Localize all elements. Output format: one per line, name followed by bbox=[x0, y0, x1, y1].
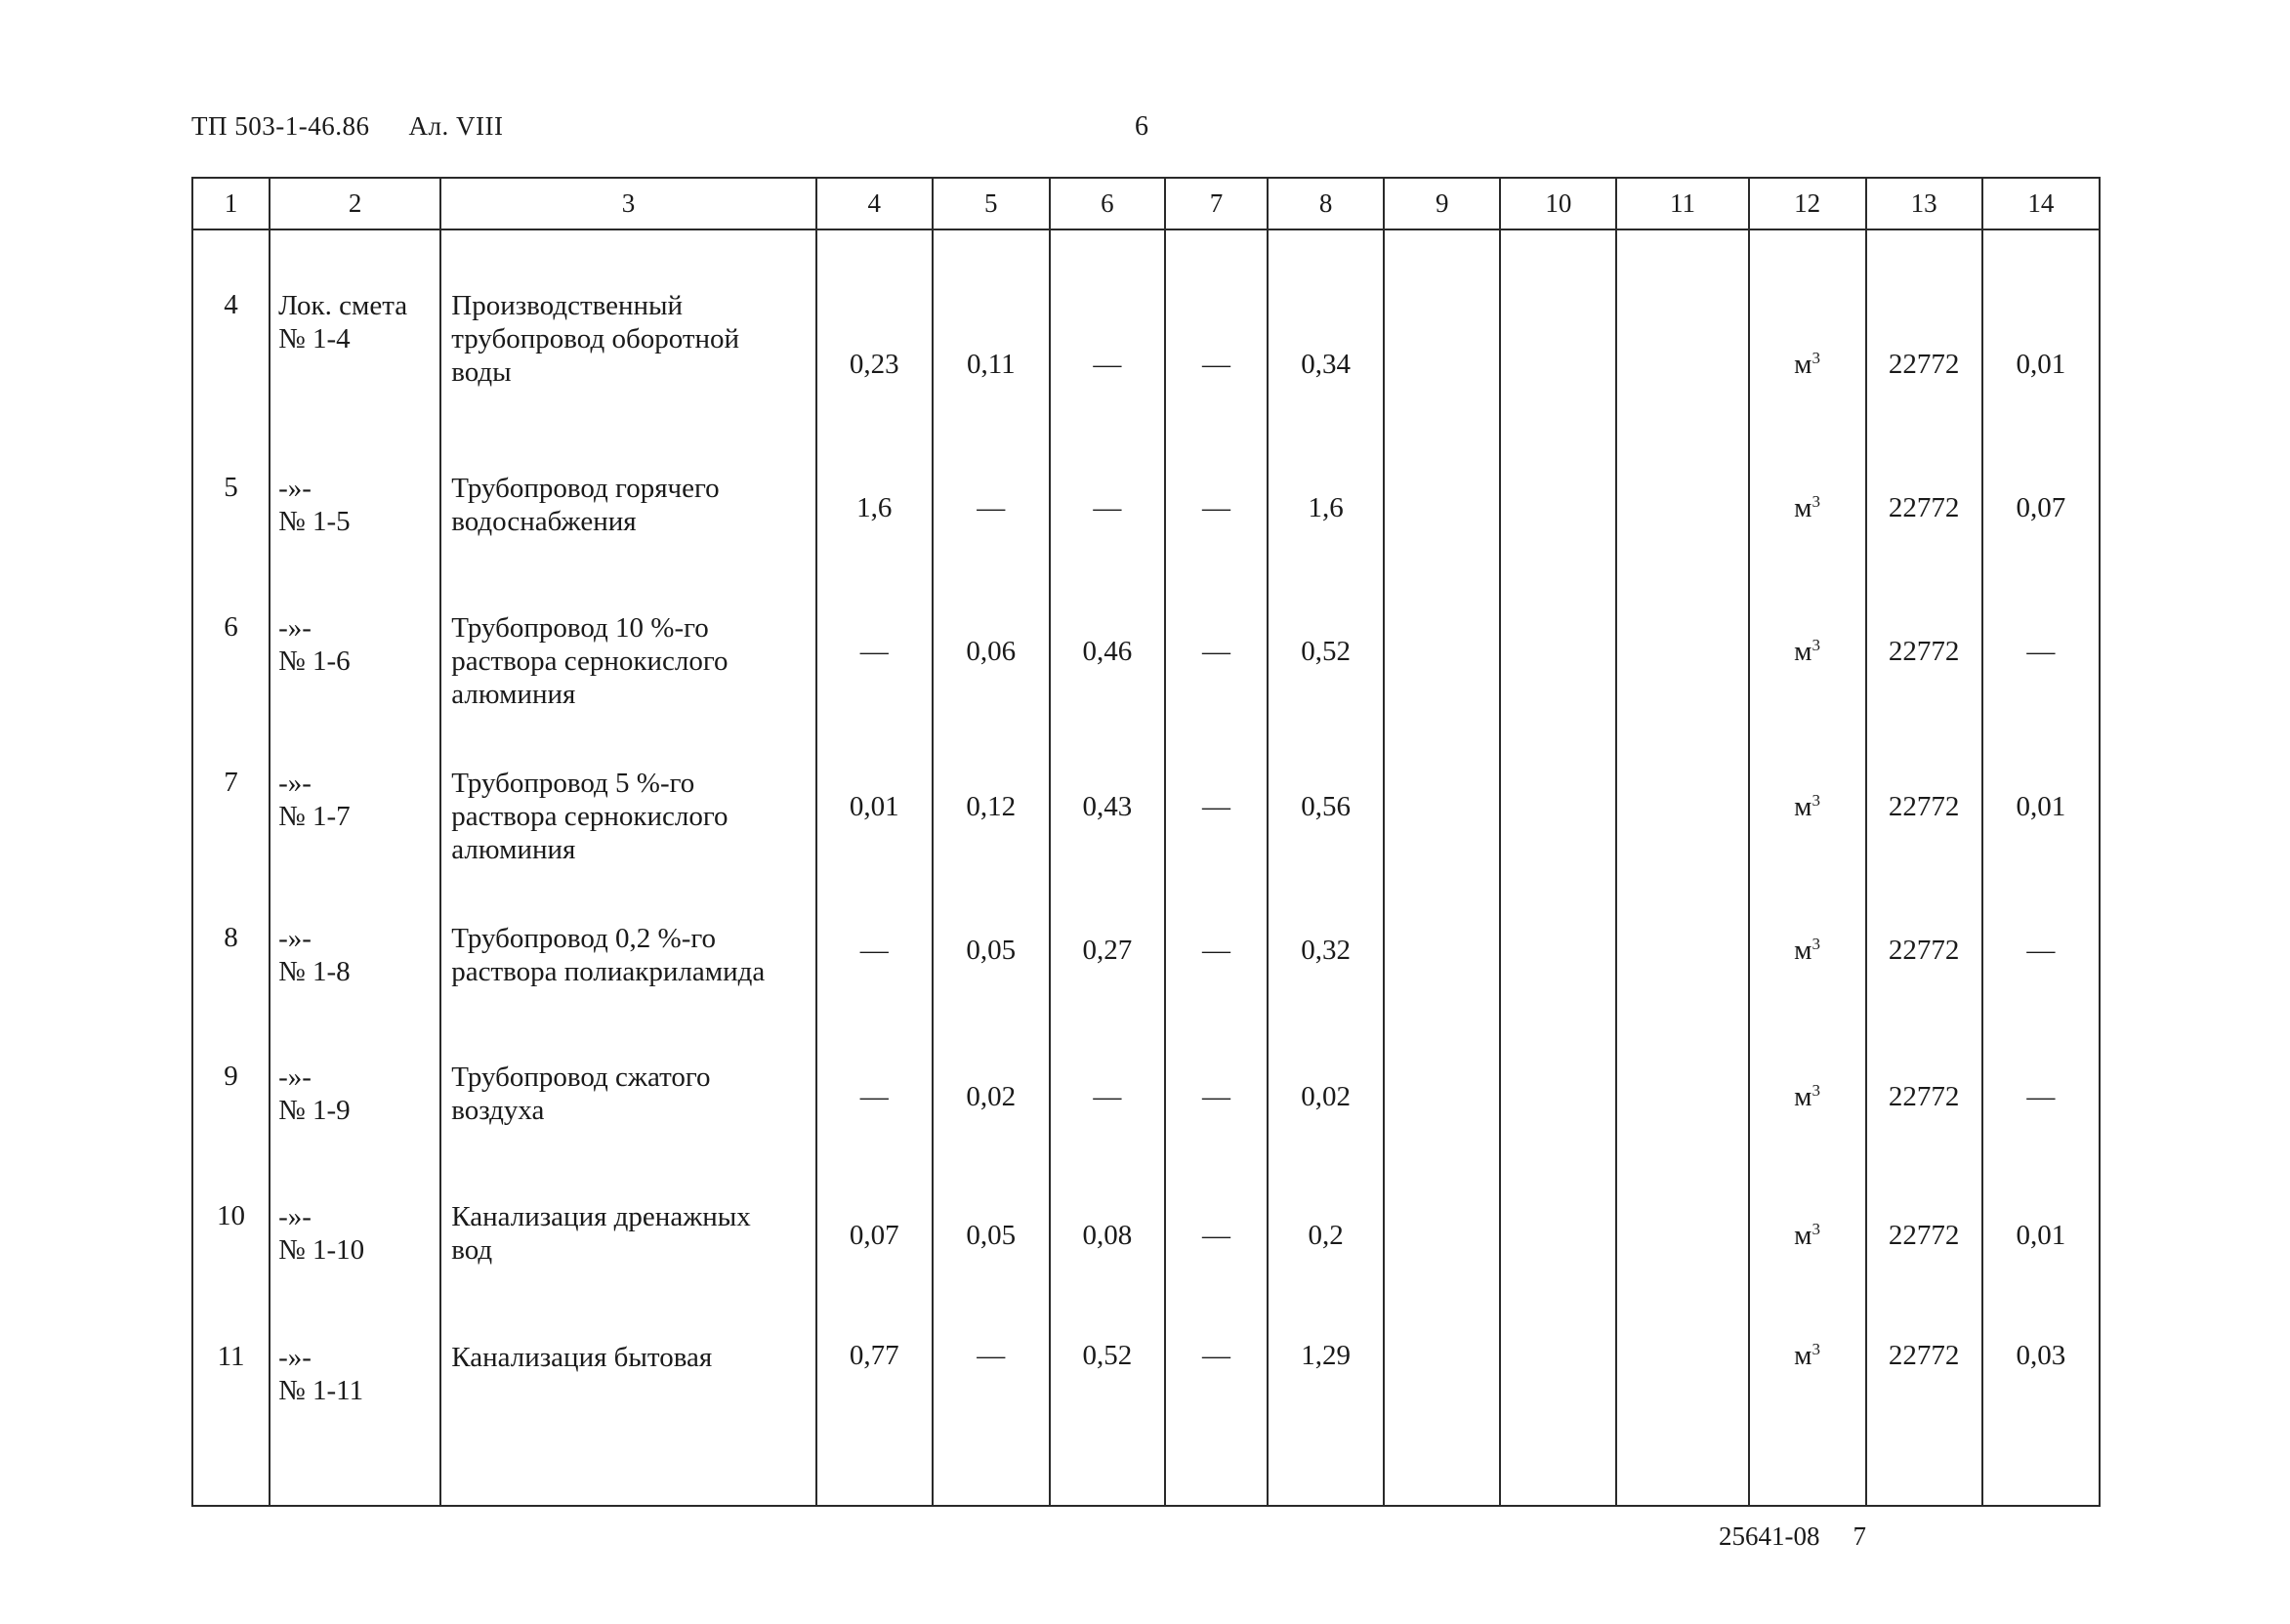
column-header-9: 9 bbox=[1384, 178, 1500, 229]
value-text: 0,32 bbox=[1301, 934, 1351, 966]
table-row bbox=[192, 1016, 2100, 1155]
item-name-line: воздуха bbox=[451, 1095, 545, 1127]
value-text: 22772 bbox=[1888, 491, 1960, 523]
value-text: — bbox=[1202, 349, 1231, 380]
album-label: Ал. VIII bbox=[408, 111, 504, 141]
value-cell-col5 bbox=[933, 1016, 1050, 1155]
unit-superscript: 3 bbox=[1811, 934, 1820, 953]
value-text: 0,02 bbox=[966, 1081, 1017, 1113]
table-row bbox=[192, 229, 2100, 427]
value-cell-col6 bbox=[1050, 722, 1165, 877]
item-name-line: алюминия bbox=[451, 678, 576, 710]
value-cell-col8 bbox=[1268, 229, 1384, 427]
estimate-ref-cell bbox=[270, 1296, 440, 1506]
value-cell-col6 bbox=[1050, 877, 1165, 1017]
column-header-13: 13 bbox=[1866, 178, 1982, 229]
item-name-line: раствора полиакриламида bbox=[451, 955, 766, 987]
value-text: 0,77 bbox=[849, 1340, 899, 1372]
value-cell-col8 bbox=[1268, 1155, 1384, 1296]
item-name-cell bbox=[440, 877, 815, 1017]
value-cell-col8 bbox=[1268, 566, 1384, 722]
value-cell-col7 bbox=[1165, 427, 1268, 566]
empty-cell-col9 bbox=[1384, 1016, 1500, 1155]
unit-superscript: 3 bbox=[1811, 1340, 1820, 1359]
unit-superscript: 3 bbox=[1811, 349, 1820, 367]
column-header-3: 3 bbox=[440, 178, 815, 229]
empty-cell-col11 bbox=[1616, 1016, 1748, 1155]
empty-cell-col9 bbox=[1384, 566, 1500, 722]
value-cell-col13 bbox=[1866, 877, 1982, 1017]
value-text: 22772 bbox=[1888, 1081, 1960, 1113]
estimate-ref-label: Лок. смета bbox=[278, 290, 408, 321]
value-text: 0,06 bbox=[966, 635, 1017, 667]
value-cell-col6 bbox=[1050, 229, 1165, 427]
value-cell-col14 bbox=[1982, 229, 2100, 427]
value-cell-col6 bbox=[1050, 1296, 1165, 1506]
item-name-cell bbox=[440, 722, 815, 877]
unit-superscript: 3 bbox=[1811, 635, 1820, 654]
footer bbox=[1719, 1521, 1866, 1552]
unit-superscript: 3 bbox=[1811, 1220, 1820, 1239]
value-cell-col5 bbox=[933, 877, 1050, 1017]
value-text: — bbox=[859, 934, 889, 966]
value-cell-col13 bbox=[1866, 1016, 1982, 1155]
row-number-cell bbox=[192, 1155, 270, 1296]
value-text: 0,08 bbox=[1082, 1220, 1133, 1252]
value-text: 0,46 bbox=[1082, 635, 1133, 667]
column-header-8: 8 bbox=[1268, 178, 1384, 229]
item-name-line: Трубопровод горячего bbox=[451, 472, 720, 504]
empty-cell-col9 bbox=[1384, 1155, 1500, 1296]
value-cell-col5 bbox=[933, 1296, 1050, 1506]
item-name-line: Трубопровод 10 %-го bbox=[451, 611, 709, 644]
estimate-ref-cell bbox=[270, 877, 440, 1017]
row-number-cell bbox=[192, 566, 270, 722]
value-cell-col8 bbox=[1268, 427, 1384, 566]
column-header-5: 5 bbox=[933, 178, 1050, 229]
item-name-line: воды bbox=[451, 356, 512, 388]
item-name-line: Трубопровод сжатого bbox=[451, 1062, 711, 1094]
unit-text: м bbox=[1794, 349, 1812, 380]
unit-text: м bbox=[1794, 1340, 1812, 1372]
estimate-ref-number: № 1-10 bbox=[278, 1234, 365, 1267]
value-text: — bbox=[1093, 349, 1122, 380]
document-code: ТП 503-1-46.86 bbox=[191, 111, 370, 141]
item-name-line: вод bbox=[451, 1234, 493, 1267]
unit-cell bbox=[1749, 566, 1866, 722]
value-text: — bbox=[2026, 635, 2056, 667]
value-cell-col4 bbox=[816, 566, 933, 722]
value-cell-col7 bbox=[1165, 1155, 1268, 1296]
table-row bbox=[192, 877, 2100, 1017]
column-header-1: 1 bbox=[192, 178, 270, 229]
value-text: 0,23 bbox=[849, 349, 899, 380]
row-number: 4 bbox=[224, 289, 238, 320]
value-cell-col14 bbox=[1982, 427, 2100, 566]
value-cell-col8 bbox=[1268, 1016, 1384, 1155]
estimate-ref-cell bbox=[270, 1016, 440, 1155]
unit-cell bbox=[1749, 877, 1866, 1017]
value-cell-col5 bbox=[933, 722, 1050, 877]
value-text: 0,11 bbox=[966, 349, 1016, 380]
estimate-ref-number: № 1-11 bbox=[278, 1375, 364, 1407]
value-cell-col6 bbox=[1050, 566, 1165, 722]
value-text: — bbox=[1202, 1340, 1231, 1372]
empty-cell-col10 bbox=[1500, 1016, 1616, 1155]
estimate-ref-label: -»- bbox=[278, 922, 312, 954]
item-name-line: трубопровод оборотной bbox=[451, 323, 740, 354]
item-name-cell bbox=[440, 1296, 815, 1506]
value-cell-col7 bbox=[1165, 1296, 1268, 1506]
empty-cell-col9 bbox=[1384, 229, 1500, 427]
value-text: 1,6 bbox=[1308, 491, 1344, 523]
estimate-ref-label: -»- bbox=[278, 472, 312, 504]
row-number: 11 bbox=[217, 1341, 245, 1373]
value-cell-col4 bbox=[816, 1296, 933, 1506]
value-text: 0,27 bbox=[1082, 934, 1133, 966]
table-row bbox=[192, 1296, 2100, 1506]
value-text: 1,29 bbox=[1301, 1340, 1351, 1372]
value-text: 0,52 bbox=[1082, 1340, 1133, 1372]
item-name-line: Канализация бытовая bbox=[451, 1342, 713, 1374]
value-cell-col13 bbox=[1866, 722, 1982, 877]
unit-text: м bbox=[1794, 1081, 1812, 1113]
item-name-cell bbox=[440, 229, 815, 427]
column-header-10: 10 bbox=[1500, 178, 1616, 229]
estimate-ref-label: -»- bbox=[278, 1201, 312, 1233]
value-cell-col4 bbox=[816, 427, 933, 566]
value-cell-col7 bbox=[1165, 566, 1268, 722]
footer-sheet: 7 bbox=[1853, 1521, 1866, 1551]
item-name-line: алюминия bbox=[451, 833, 576, 865]
column-header-6: 6 bbox=[1050, 178, 1165, 229]
value-cell-col7 bbox=[1165, 1016, 1268, 1155]
value-text: 22772 bbox=[1888, 635, 1960, 667]
value-cell-col4 bbox=[816, 877, 933, 1017]
empty-cell-col10 bbox=[1500, 1155, 1616, 1296]
value-cell-col13 bbox=[1866, 229, 1982, 427]
empty-cell-col10 bbox=[1500, 722, 1616, 877]
item-name-cell bbox=[440, 1016, 815, 1155]
column-header-14: 14 bbox=[1982, 178, 2100, 229]
value-text: — bbox=[859, 635, 889, 667]
value-cell-col8 bbox=[1268, 1296, 1384, 1506]
value-cell-col4 bbox=[816, 1155, 933, 1296]
unit-cell bbox=[1749, 427, 1866, 566]
unit-text: м bbox=[1794, 934, 1812, 966]
row-number-cell bbox=[192, 1016, 270, 1155]
empty-cell-col9 bbox=[1384, 722, 1500, 877]
value-cell-col5 bbox=[933, 1155, 1050, 1296]
unit-cell bbox=[1749, 722, 1866, 877]
value-cell-col14 bbox=[1982, 1155, 2100, 1296]
row-number: 7 bbox=[224, 766, 238, 798]
value-cell-col8 bbox=[1268, 877, 1384, 1017]
table-body bbox=[192, 229, 2100, 1506]
empty-cell-col11 bbox=[1616, 877, 1748, 1017]
value-text: 22772 bbox=[1888, 1340, 1960, 1372]
value-cell-col13 bbox=[1866, 427, 1982, 566]
value-text: 22772 bbox=[1888, 349, 1960, 380]
row-number-cell bbox=[192, 229, 270, 427]
value-cell-col4 bbox=[816, 1016, 933, 1155]
value-cell-col5 bbox=[933, 427, 1050, 566]
column-header-11: 11 bbox=[1616, 178, 1748, 229]
value-text: 0,01 bbox=[2016, 349, 2066, 380]
empty-cell-col10 bbox=[1500, 1296, 1616, 1506]
value-text: — bbox=[2026, 1081, 2056, 1113]
value-text: 0,03 bbox=[2016, 1340, 2066, 1372]
value-cell-col14 bbox=[1982, 1016, 2100, 1155]
value-text: — bbox=[1202, 491, 1231, 523]
value-text: 0,52 bbox=[1301, 635, 1351, 667]
unit-cell bbox=[1749, 1296, 1866, 1506]
unit-text: м bbox=[1794, 1220, 1812, 1252]
unit-superscript: 3 bbox=[1811, 491, 1820, 511]
value-cell-col6 bbox=[1050, 427, 1165, 566]
value-text: — bbox=[1202, 1220, 1231, 1252]
estimate-ref-cell bbox=[270, 722, 440, 877]
table-row bbox=[192, 1155, 2100, 1296]
estimate-ref-cell bbox=[270, 1155, 440, 1296]
value-cell-col14 bbox=[1982, 722, 2100, 877]
item-name-line: Трубопровод 5 %-го bbox=[451, 767, 695, 799]
value-cell-col14 bbox=[1982, 1296, 2100, 1506]
value-text: — bbox=[1093, 491, 1122, 523]
value-text: 22772 bbox=[1888, 1220, 1960, 1252]
item-name-cell bbox=[440, 566, 815, 722]
table-row bbox=[192, 722, 2100, 877]
value-cell-col7 bbox=[1165, 229, 1268, 427]
table-row bbox=[192, 566, 2100, 722]
value-text: 22772 bbox=[1888, 934, 1960, 966]
column-header-7: 7 bbox=[1165, 178, 1268, 229]
row-number-cell bbox=[192, 722, 270, 877]
value-text: — bbox=[1202, 790, 1231, 822]
item-name-line: Канализация дренажных bbox=[451, 1201, 751, 1233]
value-text: 0,07 bbox=[2016, 491, 2066, 523]
estimate-ref-label: -»- bbox=[278, 767, 312, 799]
empty-cell-col9 bbox=[1384, 877, 1500, 1017]
value-text: — bbox=[1202, 934, 1231, 966]
estimate-ref-number: № 1-4 bbox=[278, 323, 351, 354]
value-cell-col14 bbox=[1982, 566, 2100, 722]
estimate-ref-number: № 1-9 bbox=[278, 1095, 351, 1127]
value-text: — bbox=[977, 491, 1006, 523]
unit-cell bbox=[1749, 1016, 1866, 1155]
value-cell-col6 bbox=[1050, 1016, 1165, 1155]
value-cell-col5 bbox=[933, 566, 1050, 722]
value-cell-col13 bbox=[1866, 566, 1982, 722]
estimate-table bbox=[191, 177, 2101, 1507]
unit-superscript: 3 bbox=[1811, 790, 1820, 810]
value-text: — bbox=[977, 1340, 1006, 1372]
item-name-line: раствора сернокислого bbox=[451, 800, 729, 832]
empty-cell-col10 bbox=[1500, 566, 1616, 722]
value-cell-col6 bbox=[1050, 1155, 1165, 1296]
column-header-2: 2 bbox=[270, 178, 440, 229]
empty-cell-col9 bbox=[1384, 1296, 1500, 1506]
value-text: — bbox=[2026, 934, 2056, 966]
value-cell-col7 bbox=[1165, 877, 1268, 1017]
empty-cell-col11 bbox=[1616, 1155, 1748, 1296]
estimate-ref-number: № 1-8 bbox=[278, 955, 351, 987]
unit-cell bbox=[1749, 229, 1866, 427]
document-code-header bbox=[191, 111, 503, 142]
footer-code: 25641-08 bbox=[1719, 1521, 1820, 1551]
empty-cell-col11 bbox=[1616, 1296, 1748, 1506]
value-text: 0,05 bbox=[966, 934, 1017, 966]
item-name-line: Трубопровод 0,2 %-го bbox=[451, 922, 717, 954]
empty-cell-col10 bbox=[1500, 877, 1616, 1017]
value-text: 0,01 bbox=[2016, 1220, 2066, 1252]
empty-cell-col10 bbox=[1500, 427, 1616, 566]
value-text: 0,2 bbox=[1308, 1220, 1344, 1252]
value-cell-col13 bbox=[1866, 1296, 1982, 1506]
estimate-ref-label: -»- bbox=[278, 1342, 312, 1374]
value-cell-col14 bbox=[1982, 877, 2100, 1017]
value-text: 0,07 bbox=[849, 1220, 899, 1252]
table-row bbox=[192, 427, 2100, 566]
value-cell-col7 bbox=[1165, 722, 1268, 877]
value-text: 0,56 bbox=[1301, 790, 1351, 822]
estimate-ref-cell bbox=[270, 427, 440, 566]
unit-text: м bbox=[1794, 635, 1812, 667]
unit-cell bbox=[1749, 1155, 1866, 1296]
item-name-line: водоснабжения bbox=[451, 505, 637, 537]
value-cell-col8 bbox=[1268, 722, 1384, 877]
estimate-ref-number: № 1-6 bbox=[278, 645, 351, 677]
row-number-cell bbox=[192, 877, 270, 1017]
item-name-cell bbox=[440, 1155, 815, 1296]
column-header-4: 4 bbox=[816, 178, 933, 229]
row-number: 5 bbox=[224, 471, 238, 503]
value-cell-col5 bbox=[933, 229, 1050, 427]
value-cell-col4 bbox=[816, 722, 933, 877]
value-text: 0,02 bbox=[1301, 1081, 1351, 1113]
value-cell-col13 bbox=[1866, 1155, 1982, 1296]
value-text: — bbox=[1202, 635, 1231, 667]
estimate-ref-number: № 1-7 bbox=[278, 800, 351, 832]
row-number: 9 bbox=[224, 1061, 238, 1093]
value-text: 1,6 bbox=[856, 491, 893, 523]
page-number: 6 bbox=[1135, 111, 1148, 142]
row-number-cell bbox=[192, 427, 270, 566]
value-text: 22772 bbox=[1888, 790, 1960, 822]
value-text: — bbox=[1093, 1081, 1122, 1113]
row-number-cell bbox=[192, 1296, 270, 1506]
column-number-row bbox=[192, 178, 2100, 229]
unit-text: м bbox=[1794, 491, 1812, 523]
value-text: 0,12 bbox=[966, 790, 1017, 822]
empty-cell-col11 bbox=[1616, 229, 1748, 427]
empty-cell-col11 bbox=[1616, 566, 1748, 722]
value-text: 0,01 bbox=[2016, 790, 2066, 822]
value-text: — bbox=[1202, 1081, 1231, 1113]
item-name-line: раствора сернокислого bbox=[451, 645, 729, 677]
item-name-cell bbox=[440, 427, 815, 566]
value-text: — bbox=[859, 1081, 889, 1113]
item-name-line: Производственный bbox=[451, 290, 684, 321]
estimate-ref-cell bbox=[270, 229, 440, 427]
unit-superscript: 3 bbox=[1811, 1081, 1820, 1101]
value-text: 0,34 bbox=[1301, 349, 1351, 380]
value-text: 0,05 bbox=[966, 1220, 1017, 1252]
value-text: 0,01 bbox=[849, 790, 899, 822]
empty-cell-col9 bbox=[1384, 427, 1500, 566]
estimate-ref-number: № 1-5 bbox=[278, 505, 351, 537]
value-text: 0,43 bbox=[1082, 790, 1133, 822]
estimate-ref-label: -»- bbox=[278, 611, 312, 644]
empty-cell-col11 bbox=[1616, 722, 1748, 877]
row-number: 10 bbox=[217, 1200, 246, 1232]
empty-cell-col10 bbox=[1500, 229, 1616, 427]
row-number: 8 bbox=[224, 921, 238, 953]
empty-cell-col11 bbox=[1616, 427, 1748, 566]
row-number: 6 bbox=[224, 610, 238, 643]
unit-text: м bbox=[1794, 790, 1812, 822]
column-header-12: 12 bbox=[1749, 178, 1866, 229]
estimate-ref-label: -»- bbox=[278, 1062, 312, 1094]
value-cell-col4 bbox=[816, 229, 933, 427]
estimate-ref-cell bbox=[270, 566, 440, 722]
